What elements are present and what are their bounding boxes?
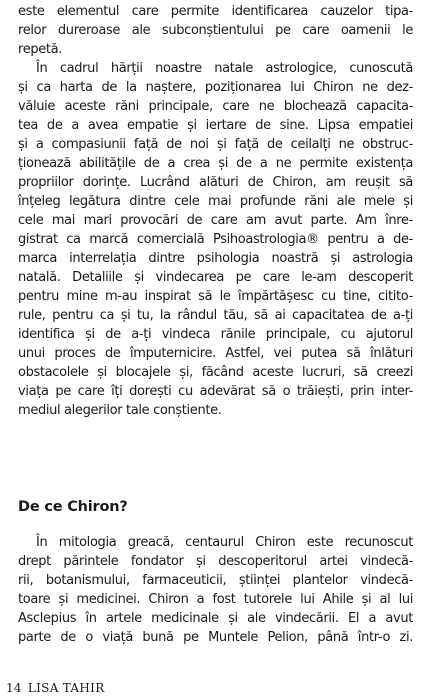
text-line: cele mai mari provocări de care am avut parte. Am înre-: [18, 213, 413, 228]
text-line: ționează abilitățile de a crea și de a ne permite existența: [18, 156, 413, 171]
page-number: 14: [6, 681, 22, 695]
text-line: rii, botanismului, farmaceuticii, științei plantelor vindecă-: [18, 573, 413, 588]
text-line: viața pe care îți dorești cu adevărat să o trăiești, prin inter-: [18, 384, 413, 399]
text-line: Asclepius în artele medicinale și ale vindecării. El a avut: [18, 611, 413, 626]
text-line: înțeleg legătura dintre cele mai profunde răni ale mele și: [18, 194, 413, 209]
text-line: repetă.: [18, 42, 63, 57]
text-line: obstacolele și blocajele și, făcând aceste lucruri, să creezi: [18, 365, 413, 380]
text-line: rule, pentru ca și tu, la rândul tău, să ai capacitatea de a-ți: [18, 308, 413, 323]
text-line: În mitologia greacă, centaurul Chiron este recunoscut: [36, 535, 413, 550]
text-line: gistrat ca marcă comercială Psihoastrologia® pentru a de-: [18, 232, 413, 247]
text-line: este elementul care permite identificarea cauzelor tipa-: [18, 4, 413, 19]
text-line: parte de o viață bună pe Muntele Pelion, până într-o zi.: [18, 630, 413, 645]
text-line: văluie aceste răni principale, care ne blochează capacita-: [18, 99, 413, 114]
paragraph-2: [18, 59, 413, 420]
paragraph-1: [18, 2, 413, 59]
text-line: toare și medicinei. Chiron a fost tutorele lui Ahile și al lui: [18, 592, 413, 607]
page-footer: [6, 681, 105, 695]
text-line: În cadrul hărții noastre natale astrologice, cunoscută: [36, 61, 413, 76]
text-line: și a compasiunii față de noi și față de ceilalți ne obstruc-: [18, 137, 413, 152]
text-line: drept părintele fondator și descoperitorul artei vindecă-: [18, 554, 413, 569]
body-text-upper: [18, 2, 413, 420]
section-heading: De ce Chiron?: [18, 499, 128, 515]
text-line: unui proces de împuternicire. Astfel, vei putea să înlături: [18, 346, 413, 361]
text-line: relor dureroase ale subconștientului pe care oamenii le: [18, 23, 413, 38]
paragraph-3: [18, 533, 413, 647]
text-line: marca interrelația dintre psihologia noastră și astrologia: [18, 251, 413, 266]
body-text-lower: [18, 533, 413, 647]
text-line: și ca harta de la naștere, poziționarea lui Chiron ne dez-: [18, 80, 413, 95]
author-name: LISA TAHIR: [27, 681, 105, 695]
text-line: pentru mine m-au inspirat să le împărtășesc cu tine, citito-: [18, 289, 413, 304]
text-line: mediul alegerilor tale conștiente.: [18, 403, 222, 418]
text-line: tea de a avea empatie și iertare de sine. Lipsa empatiei: [18, 118, 413, 133]
text-line: natală. Detaliile și vindecarea pe care le-am descoperit: [18, 270, 413, 285]
text-line: identifica și de a-ți vindeca rănile principale, cu ajutorul: [18, 327, 413, 342]
text-line: propriilor dorințe. Lucrând alături de Chiron, am reușit să: [18, 175, 413, 190]
